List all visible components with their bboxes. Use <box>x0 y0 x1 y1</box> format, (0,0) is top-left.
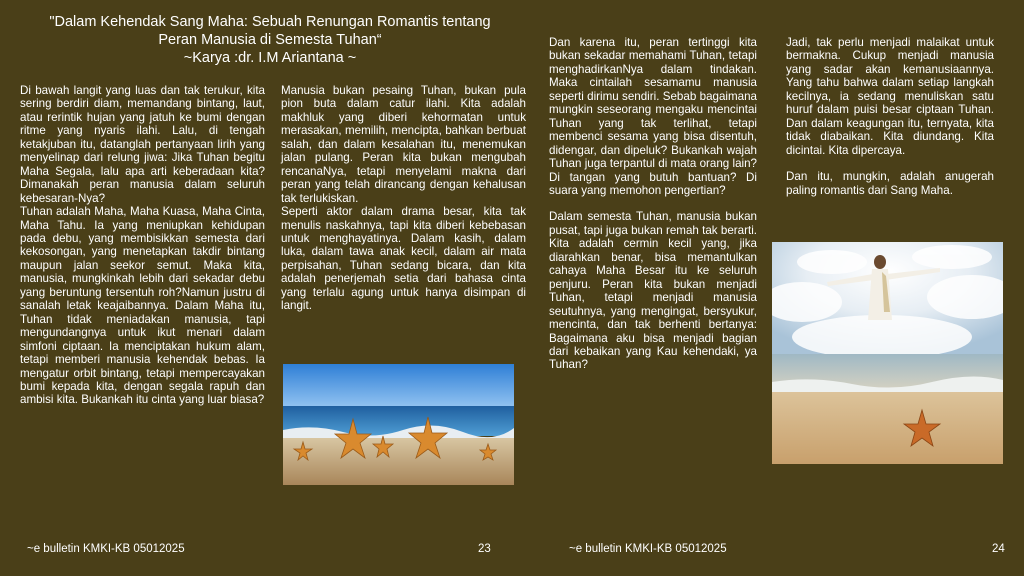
col3-paragraph-2: Dalam semesta Tuhan, manusia bukan pusat, tapi juga bukan remah tak berarti. Kita adalah cermin kecil yang, jika diarahkan benar, bisa memantulkan cahaya Maha Besar itu ke seluruh penjuru. Peran kita bukan menjadi Tuhan, tetapi menjadi manusia seutuhnya, yang mengingat, bersyukur, mencinta, dan tak berhenti bertanya: Bagaimana aku bisa menjadi bagian dari kebaikan yang Kau kehendaki, ya Tuhan? <box>549 210 757 372</box>
column-4 <box>786 36 994 197</box>
col2-paragraph-1: Manusia bukan pesaing Tuhan, bukan pula pion buta dalam catur ilahi. Kita adalah makhluk yang diberi kehormatan untuk merasakan, memilih, mencipta, bahkan berbuat salah, dan dalam kesalahan itu, menemukan jalan pulang. Peran kita bukan mengubah rencanaNya, tetapi menyelami makna dari peran yang telah dirancang dengan kehalusan tak terlukiskan. <box>281 84 526 205</box>
column-3 <box>549 36 757 372</box>
col1-paragraph-1: Di bawah langit yang luas dan tak terukur, kita sering berdiri diam, memandang bintang, laut, atau rerintik hujan yang jatuh ke bumi dengan ritme yang nyaris ilahi. Lalu, di tengah ketakjuban itu, datanglah pertanyaan lirih yang menyelinap dari relung jiwa: Jika Tuhan begitu Maha Segala, lalu apa arti keberadaan kita? Dimanakah peran manusia dalam seluruh kebesaran-Nya? <box>20 84 265 205</box>
author-line: ~Karya :dr. I.M Ariantana ~ <box>183 50 357 66</box>
col2-paragraph-2: Seperti aktor dalam drama besar, kita tak menulis naskahnya, tapi kita diberi kebebasan untuk menghayatinya. Dalam kasih, dalam luka, dalam tawa anak kecil, dalam air mata perpisahan, Tuhan sedang bicara, dan kita adalah penerjemah setia dari bahasa cinta yang terlalu agung untuk hanya disimpan di langit. <box>281 205 526 313</box>
starfish-beach-image <box>283 364 514 485</box>
starfish-beach-illustration <box>283 364 514 485</box>
page-number-left: 23 <box>478 543 491 555</box>
footer-bulletin-left: ~e bulletin KMKI-KB 05012025 <box>27 543 185 555</box>
col1-paragraph-2: Tuhan adalah Maha, Maha Kuasa, Maha Cinta, Maha Tahu. Ia yang meniupkan kehidupan pada debu, yang membisikkan semesta dari kekosongan, yang menetapkan takdir bintang maupun jalan seekor semut. Maka kita, manusia, mungkinkah lebih dari sekadar debu yang beruntung tersentuh roh?Namun justru di sanalah letak keajaibannya. Dalam Maha itu, Tuhan tidak meniadakan manusia, tapi mengundangnya untuk ikut menari dalam simfoni ciptaan. Ia menciptakan hukum alam, tetapi memberi manusia kehendak bebas. Ia mengatur orbit bintang, tetapi mempercayakan bumi kepada kita, dengan segala rapuh dan ambisi kita. Bukankah itu cinta yang luar biasa? <box>20 205 265 407</box>
col4-paragraph-2: Dan itu, mungkin, adalah anugerah paling romantis dari Sang Maha. <box>786 170 994 197</box>
figure-clouds-illustration <box>772 242 1003 464</box>
footer-bulletin-right: ~e bulletin KMKI-KB 05012025 <box>569 543 727 555</box>
title-line-2: Peran Manusia di Semesta Tuhan“ <box>158 32 382 48</box>
column-2 <box>281 84 526 313</box>
page-number-right: 24 <box>992 543 1005 555</box>
figure-clouds-image <box>772 242 1003 464</box>
article-title <box>20 13 520 67</box>
column-1 <box>20 84 265 407</box>
col4-paragraph-1: Jadi, tak perlu menjadi malaikat untuk bermakna. Cukup menjadi manusia yang sadar akan kemanusiaannya. Yang tahu bahwa dalam setiap langkah kecilnya, ia sedang menuliskan satu huruf dalam puisi besar ciptaan Tuhan. Dan dalam keagungan itu, ternyata, kita tidak diabaikan. Kita diundang. Kita dicintai. Kita dipercaya. <box>786 36 994 157</box>
col3-paragraph-1: Dan karena itu, peran tertinggi kita bukan sekadar memahami Tuhan, tetapi menghadirkanNya dalam tindakan. Maka cintailah sesamamu manusia seperti dirimu sendiri. Sebab bagaimana mungkin seseorang mengaku mencintai Tuhan yang tak terlihat, tetapi membenci sesama yang bisa disentuh, didengar, dan dipeluk? Bukankah wajah Tuhan juga terpantul di mata orang lain? Di tangan yang butuh bantuan? Di suara yang memohon pengertian? <box>549 36 757 197</box>
title-line-1: "Dalam Kehendak Sang Maha: Sebuah Renungan Romantis tentang <box>49 14 491 30</box>
